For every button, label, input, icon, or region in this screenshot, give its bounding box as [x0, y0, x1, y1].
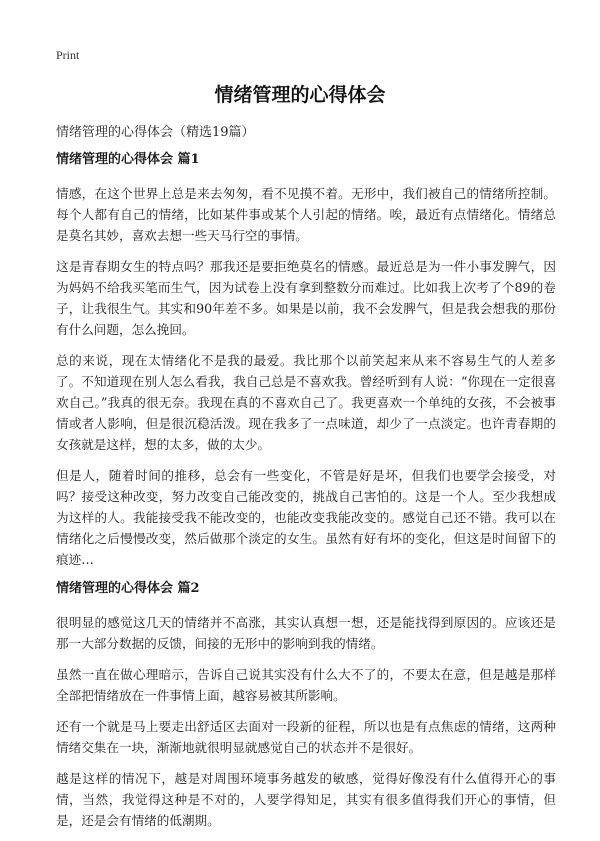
paragraph: 情感，在这个世界上总是来去匆匆，看不见摸不着。无形中，我们被自己的情绪所控制。每个人都有自己的情绪，比如某件事或某个人引起的情绪。唉，最近有点情绪化。情绪总是莫名其妙，喜欢去想一些天马行空的事情。 [56, 186, 556, 243]
document-subtitle: 情绪管理的心得体会（精选19篇） [56, 125, 255, 140]
paragraph: 总的来说，现在太情绪化不是我的最爱。我比那个以前笑起来从来不容易生气的人差多了。不知道现在别人怎么看我，我自己总是不喜欢我。曾经听到有人说：“你现在一定很喜欢自己。”我真的很无奈。我现在真的不喜欢自己了。我更喜欢一个单纯的女孩，不会被事情或者人影响，但是很沉稳活泼。现在我多了一点味道，却少了一点淡定。也许青春期的女孩就是这样，想的太多，做的太少。 [56, 353, 556, 452]
paragraph: 但是人，随着时间的推移，总会有一些变化，不管是好是坏，但我们也要学会接受，对吗？接受这种改变，努力改变自己能改变的，挑战自己害怕的。这是一个人。至少我想成为这样的人。我能接受我不能改变的，也能改变我能改变的。感觉自己还不错。我可以在情绪化之后慢慢改变，然后做那个淡定的女生。虽然有好有坏的变化，但这是时间留下的痕迹… [56, 468, 556, 567]
section-heading: 情绪管理的心得体会 篇2 [56, 581, 200, 596]
page-title: 情绪管理的心得体会 [214, 84, 386, 106]
paragraph: 越是这样的情况下，越是对周围环境事务越发的敏感，觉得好像没有什么值得开心的事情，当然，我觉得这种是不对的，人要学得知足，其实有很多值得我们开心的事情，但是，还是会有情绪的低潮期。 [56, 771, 556, 828]
paragraph: 还有一个就是马上要走出舒适区去面对一段新的征程，所以也是有点焦虑的情绪，这两种情绪交集在一块，渐渐地就很明显就感觉自己的状态并不是很好。 [56, 719, 556, 755]
section-2 [56, 580, 556, 831]
paragraph: 很明显的感觉这几天的情绪并不高涨，其实认真想一想，还是能找得到原因的。应该还是那一大部分数据的反馈，间接的无形中的影响到我的情绪。 [56, 615, 556, 651]
document-content [56, 151, 556, 841]
section-heading: 情绪管理的心得体会 篇1 [56, 152, 200, 167]
print-link[interactable]: Print [56, 48, 80, 62]
section-1 [56, 151, 556, 570]
paragraph: 虽然一直在做心理暗示，告诉自己说其实没有什么大不了的，不要太在意，但是越是那样全部把情绪放在一件事情上面，越容易被其所影响。 [56, 667, 556, 703]
paragraph: 这是青春期女生的特点吗？那我还是要拒绝莫名的情感。最近总是为一件小事发脾气，因为妈妈不给我买笔而生气，因为试卷上没有拿到整数分而难过。比如我上次考了个89的卷子，让我很生气。其实和90年差不多。如果是以前，我不会发脾气，但是我会想我的那份有什么问题，怎么挽回。 [56, 259, 556, 337]
